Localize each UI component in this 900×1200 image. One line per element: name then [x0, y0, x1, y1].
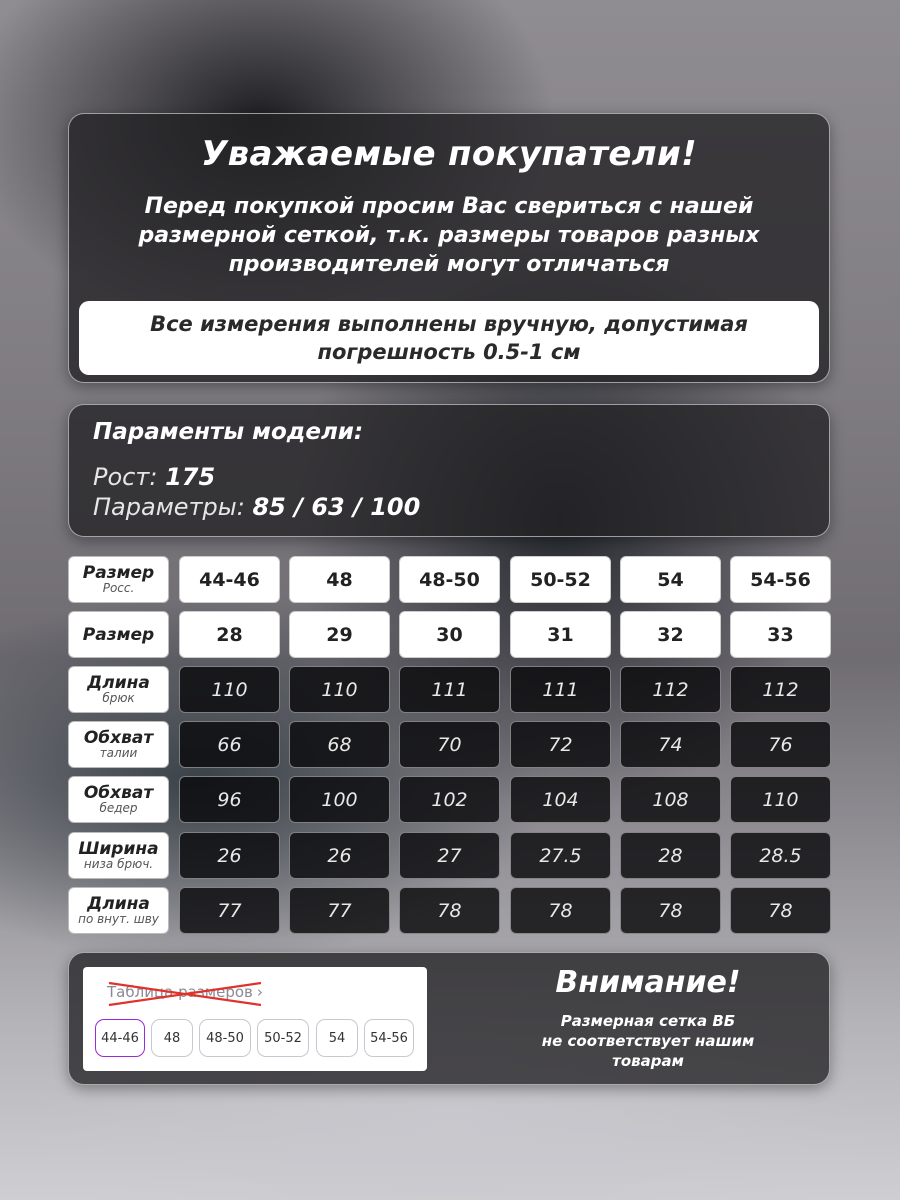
row-header-sublabel: бедер: [99, 801, 138, 815]
model-params-title: Параменты модели:: [93, 419, 364, 445]
table-cell: 48: [289, 556, 390, 603]
table-cell: 26: [179, 832, 280, 879]
wb-size-widget: [83, 967, 427, 1071]
chevron-right-icon: ›: [256, 983, 263, 1001]
table-cell: 96: [179, 776, 280, 823]
table-cell: 78: [730, 887, 831, 934]
row-header-label: Ширина: [78, 839, 159, 859]
table-cell: 70: [399, 721, 500, 768]
intro-line: производителей могут отличаться: [228, 252, 670, 277]
intro-panel: [68, 113, 830, 383]
row-header-label: Обхват: [83, 783, 154, 803]
table-cell: 111: [510, 666, 611, 713]
wb-size-table-title: Таблица размеров: [107, 983, 253, 1001]
table-cell: 112: [730, 666, 831, 713]
table-cell: 27: [399, 832, 500, 879]
row-header-label: Размер: [82, 624, 155, 645]
table-cell: 28: [620, 832, 721, 879]
measurement-note: [79, 301, 819, 375]
table-cell: 112: [620, 666, 721, 713]
attention-line: товарам: [612, 1052, 684, 1070]
table-cell: 74: [620, 721, 721, 768]
table-cell: 110: [179, 666, 280, 713]
table-cell: 31: [510, 611, 611, 658]
table-cell: 28: [179, 611, 280, 658]
table-cell: 26: [289, 832, 390, 879]
model-params-panel: [68, 404, 830, 537]
wb-size-option[interactable]: 54: [316, 1019, 358, 1057]
model-height-label: Рост:: [93, 463, 158, 491]
table-cell: 27.5: [510, 832, 611, 879]
table-cell: 33: [730, 611, 831, 658]
wb-size-option[interactable]: 50-52: [257, 1019, 309, 1057]
table-cell: 66: [179, 721, 280, 768]
row-header: [68, 556, 169, 603]
model-measurements: [93, 493, 420, 521]
table-cell: 102: [399, 776, 500, 823]
model-height-value: 175: [165, 463, 216, 491]
table-cell: 50-52: [510, 556, 611, 603]
intro-line: размерной сеткой, т.к. размеры товаров разных: [138, 223, 760, 248]
note-line: Все измерения выполнены вручную, допустимая: [150, 312, 748, 336]
table-cell: 54: [620, 556, 721, 603]
table-cell: 68: [289, 721, 390, 768]
attention-title: Внимание!: [555, 965, 741, 1000]
row-header-sublabel: Росс.: [102, 581, 135, 595]
attention-text: [483, 1011, 813, 1071]
model-measurements-value: 85 / 63 / 100: [252, 493, 421, 521]
row-header: [68, 832, 169, 879]
table-cell: 78: [510, 887, 611, 934]
model-height: [93, 463, 215, 491]
row-header-label: Обхват: [83, 728, 154, 748]
table-cell: 110: [289, 666, 390, 713]
row-header-sublabel: по внут. шву: [78, 912, 159, 926]
table-cell: 111: [399, 666, 500, 713]
table-cell: 108: [620, 776, 721, 823]
intro-text: [109, 192, 789, 279]
wb-size-option[interactable]: 44-46: [95, 1019, 145, 1057]
table-cell: 44-46: [179, 556, 280, 603]
row-header-sublabel: низа брюч.: [83, 857, 154, 871]
table-cell: 110: [730, 776, 831, 823]
table-cell: 77: [179, 887, 280, 934]
table-cell: 77: [289, 887, 390, 934]
wb-size-option[interactable]: 54-56: [364, 1019, 414, 1057]
row-header-label: Размер: [82, 563, 155, 583]
table-cell: 32: [620, 611, 721, 658]
table-cell: 29: [289, 611, 390, 658]
row-header: [68, 666, 169, 713]
attention-line: не соответствует нашим: [541, 1032, 755, 1050]
strike-cross-icon: [105, 979, 265, 1009]
table-cell: 48-50: [399, 556, 500, 603]
row-header-label: Длина: [87, 894, 150, 914]
row-header: [68, 776, 169, 823]
row-header-label: Длина: [87, 673, 150, 693]
table-cell: 54-56: [730, 556, 831, 603]
table-cell: 28.5: [730, 832, 831, 879]
page-title: Уважаемые покупатели!: [201, 134, 697, 174]
table-cell: 104: [510, 776, 611, 823]
row-header: [68, 721, 169, 768]
table-cell: 78: [620, 887, 721, 934]
intro-line: Перед покупкой просим Вас свериться с нашей: [144, 194, 754, 219]
note-line: погрешность 0.5-1 см: [317, 340, 581, 364]
model-measurements-label: Параметры:: [93, 493, 245, 521]
row-header: [68, 611, 169, 658]
row-header-sublabel: талии: [99, 746, 138, 760]
row-header-sublabel: брюк: [102, 691, 135, 705]
wb-notice-panel: [68, 952, 830, 1085]
wb-size-option[interactable]: 48: [151, 1019, 193, 1057]
attention-line: Размерная сетка ВБ: [560, 1012, 736, 1030]
table-cell: 76: [730, 721, 831, 768]
wb-size-option[interactable]: 48-50: [199, 1019, 251, 1057]
table-cell: 30: [399, 611, 500, 658]
row-header: [68, 887, 169, 934]
table-cell: 72: [510, 721, 611, 768]
table-cell: 78: [399, 887, 500, 934]
table-cell: 100: [289, 776, 390, 823]
